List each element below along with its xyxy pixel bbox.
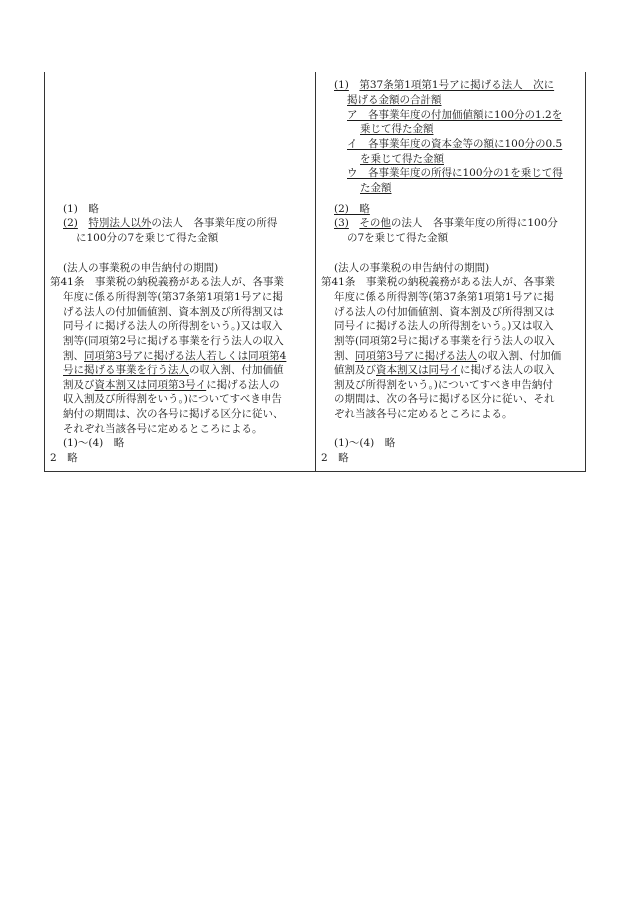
right-item-1-number: (1)	[334, 79, 349, 91]
left-underlined-phrase: 号に掲げる事業を行う法人	[63, 364, 189, 376]
left-article-heading: (法人の事業税の申告納付の期間)	[63, 262, 219, 274]
left-article-line: 割、同項第3号アに掲げる法人若しくは同項第4	[63, 350, 287, 362]
right-subitem-a-cont: 乗じて得た金額	[360, 123, 434, 135]
right-article-line: ぞれ当該各号に定めるところによる。	[334, 408, 513, 420]
right-underlined-phrase: 資本割又は同号イ	[376, 364, 460, 376]
right-item-3: (3) その他の法人 各事業年度の所得に100分	[334, 217, 558, 229]
right-subitem-i-cont: を乗じて得た金額	[360, 153, 444, 165]
left-article-line: げる法人の付加価値割、資本割及び所得割又は	[63, 306, 284, 318]
right-item-1	[334, 78, 554, 93]
left-item-1	[63, 202, 99, 217]
right-article-line: 割、同項第3号アに掲げる法人の収入割、付加価	[334, 350, 562, 362]
right-article-line: 年度に係る所得割等(第37条第1項第1号アに掲	[334, 291, 554, 303]
right-subitem-u: ウ 各事業年度の所得に100分の1を乗じて得	[347, 167, 563, 179]
right-subitem-a: ア 各事業年度の付加価値額に100分の1.2を	[347, 109, 563, 121]
left-item-1-text: (1) 略	[63, 203, 99, 215]
left-article-line: それぞれ当該各号に定めるところによる。	[63, 423, 263, 435]
left-column	[45, 72, 316, 471]
left-underlined-phrase: 同項第3号アに掲げる法人若しくは同項第4	[84, 350, 287, 362]
right-article-line: げる法人の付加価値割、資本割及び所得割又は	[334, 306, 555, 318]
left-article-line: 年度に係る所得割等(第37条第1項第1号アに掲	[63, 291, 283, 303]
right-item-3-cont: の7を乗じて得た金額	[347, 232, 449, 244]
right-column	[316, 72, 586, 471]
right-subitem-i: イ 各事業年度の資本金等の額に100分の0.5	[347, 138, 563, 150]
left-subitems: (1)～(4) 略	[63, 437, 125, 449]
right-article-heading: (法人の事業税の申告納付の期間)	[334, 262, 490, 274]
left-item-2-number: (2)	[63, 217, 78, 229]
left-item-2-cont: に100分の7を乗じて得た金額	[76, 232, 219, 244]
left-article-line: 収入割及び所得割をいう。)についてすべき申告	[63, 393, 282, 405]
left-paragraph-2: 2 略	[50, 452, 78, 464]
right-article-line: 割及び所得割をいう。)についてすべき申告納付	[334, 379, 553, 391]
right-item-1-underlined: 第37条第1項第1号アに掲げる法人 次に	[359, 79, 555, 91]
right-article-line: 値割及び資本割又は同号イに掲げる法人の収入	[334, 364, 555, 376]
left-article-line: 納付の期間は、次の各号に掲げる区分に従い、	[63, 408, 284, 420]
right-subitem-u-cont: た金額	[360, 182, 392, 194]
right-article-line: 同号イに掲げる法人の所得割をいう。)又は収入	[334, 320, 554, 332]
left-article-line: 割及び資本割又は同項第3号イに掲げる法人の	[63, 379, 280, 391]
left-article-line: 同号イに掲げる法人の所得割をいう。)又は収入	[63, 320, 283, 332]
left-article-line: 号に掲げる事業を行う法人の収入割、付加価値	[63, 364, 284, 376]
left-article-line: 割等(同項第2号に掲げる事業を行う法人の収入	[63, 335, 284, 347]
right-subitems: (1)～(4) 略	[334, 437, 396, 449]
right-item-2: (2) 略	[334, 203, 370, 215]
right-article-line: の期間は、次の各号に掲げる区分に従い、それ	[334, 393, 555, 405]
left-underlined-phrase: 資本割又は同項第3号イ	[94, 379, 207, 391]
right-item-3-underlined: その他	[359, 217, 391, 229]
left-article-line: 第41条 事業税の納税義務がある法人が、各事業	[50, 276, 284, 288]
right-article-line: 割等(同項第2号に掲げる事業を行う法人の収入	[334, 335, 555, 347]
right-article-line: 第41条 事業税の納税義務がある法人が、各事業	[321, 276, 555, 288]
left-item-2	[63, 216, 277, 231]
right-underlined-phrase: 同項第3号アに掲げる法人	[355, 350, 478, 362]
comparison-table	[44, 72, 586, 472]
right-item-1-cont: 掲げる金額の合計額	[347, 94, 442, 106]
right-item-3-number: (3)	[334, 217, 349, 229]
right-paragraph-2: 2 略	[321, 452, 349, 464]
left-item-2-text: の法人 各事業年度の所得	[151, 217, 278, 229]
left-item-2-underlined: 特別法人以外	[88, 217, 152, 229]
